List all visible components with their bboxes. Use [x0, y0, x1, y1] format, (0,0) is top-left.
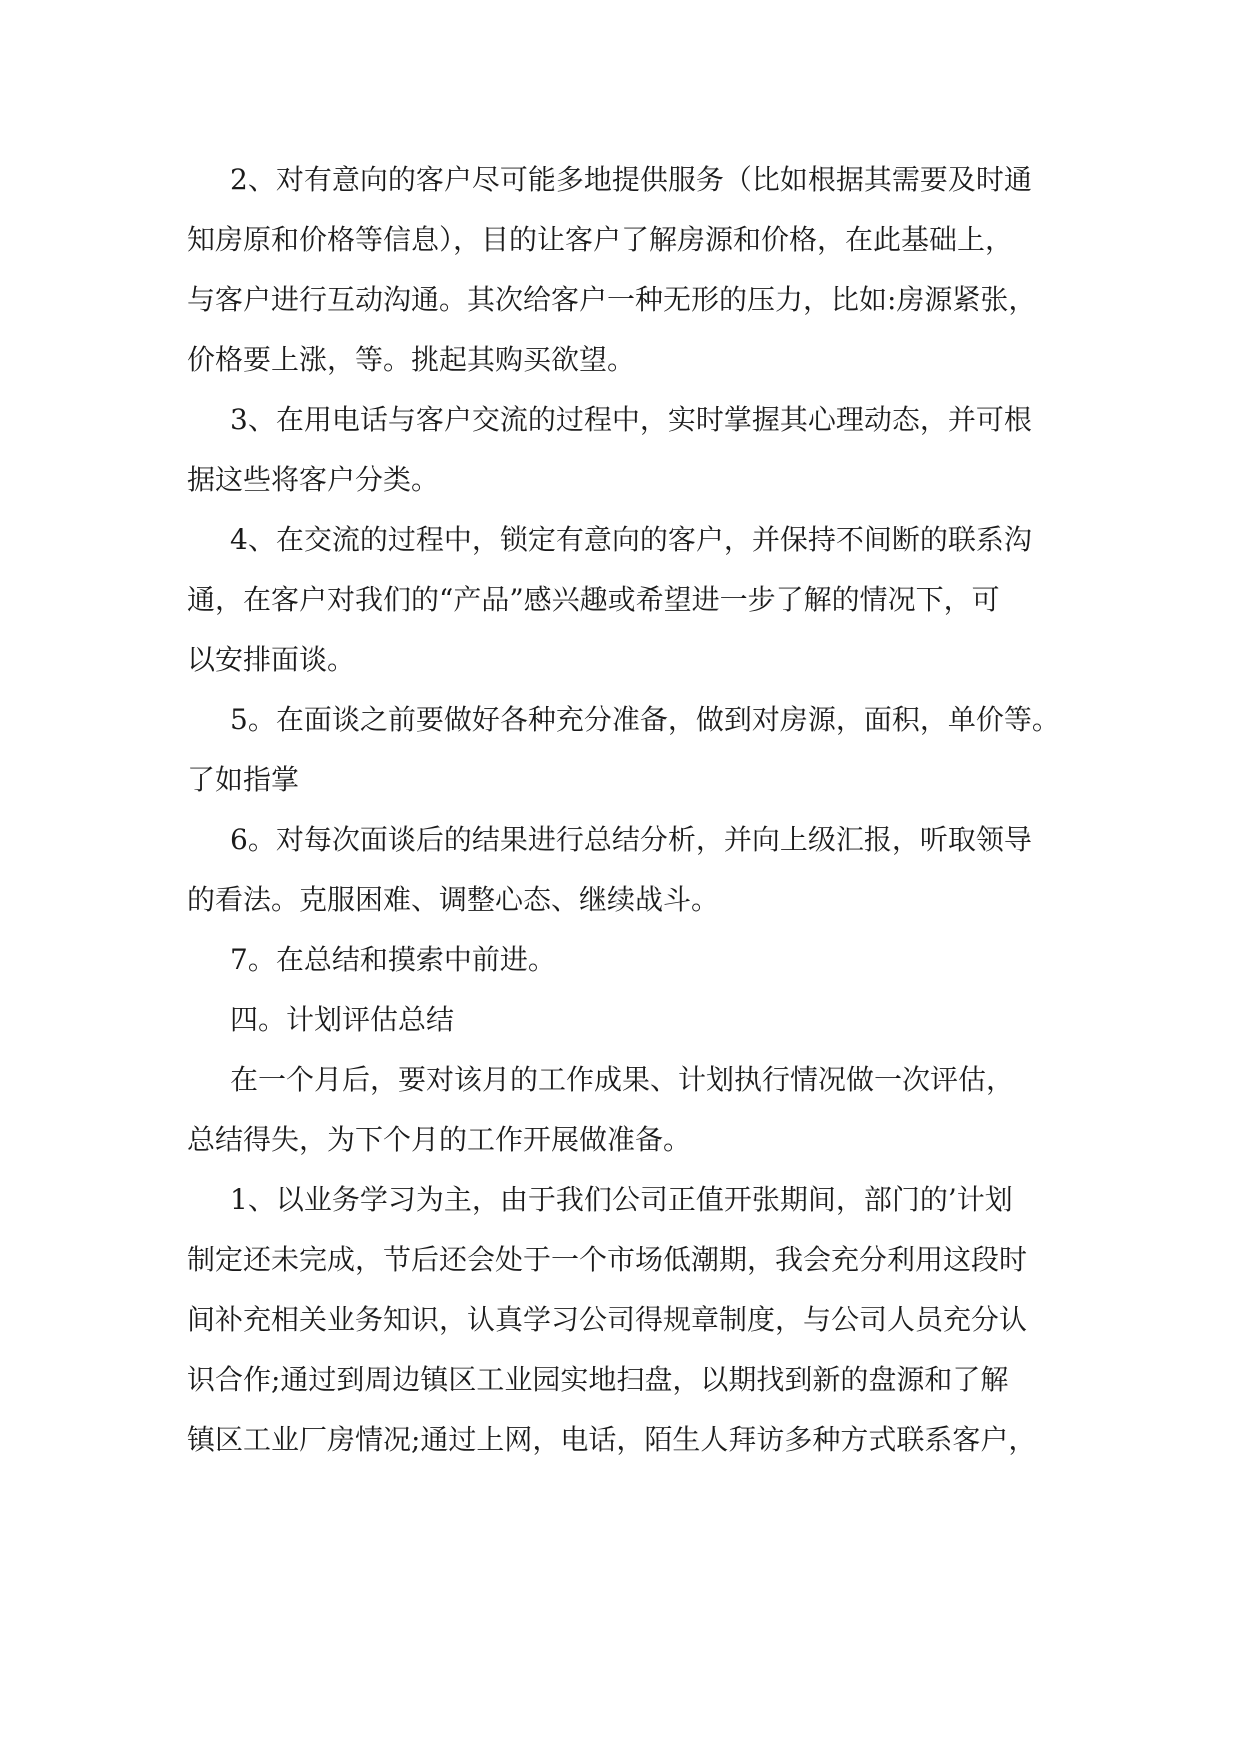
text-line: 镇区工业厂房情况;通过上网，电话，陌生人拜访多种方式联系客户， [187, 1423, 1037, 1456]
text-line: 5。在面谈之前要做好各种充分准备，做到对房源，面积，单价等。 [230, 703, 1060, 736]
text-line: 间补充相关业务知识，认真学习公司得规章制度，与公司人员充分认 [187, 1303, 1028, 1336]
text-line: 以安排面谈。 [187, 643, 356, 676]
text-line: 与客户进行互动沟通。其次给客户一种无形的压力，比如:房源紧张， [187, 283, 1037, 316]
text-line: 价格要上涨，等。挑起其购买欲望。 [187, 343, 636, 376]
text-line: 制定还未完成，节后还会处于一个市场低潮期，我会充分利用这段时 [187, 1243, 1028, 1276]
text-line: 1、以业务学习为主，由于我们公司正值开张期间，部门的’计划 [230, 1183, 1013, 1216]
text-line: 6。对每次面谈后的结果进行总结分析，并向上级汇报，听取领导 [230, 823, 1032, 856]
text-line: 据这些将客户分类。 [187, 463, 440, 496]
text-line: 了如指掌 [187, 763, 300, 796]
text-line: 2、对有意向的客户尽可能多地提供服务（比如根据其需要及时通 [230, 163, 1032, 196]
section-heading: 四。计划评估总结 [230, 1003, 455, 1036]
document-body [187, 150, 1063, 1470]
text-line: 4、在交流的过程中，锁定有意向的客户，并保持不间断的联系沟 [230, 523, 1032, 556]
text-line: 识合作;通过到周边镇区工业园实地扫盘，以期找到新的盘源和了解 [187, 1363, 1009, 1396]
text-line: 在一个月后，要对该月的工作成果、计划执行情况做一次评估， [230, 1063, 1015, 1096]
text-line: 通，在客户对我们的“产品”感兴趣或希望进一步了解的情况下，可 [187, 583, 1000, 616]
text-line: 总结得失，为下个月的工作开展做准备。 [187, 1123, 692, 1156]
text-line: 7。在总结和摸索中前进。 [230, 943, 556, 976]
text-line: 3、在用电话与客户交流的过程中，实时掌握其心理动态，并可根 [230, 403, 1032, 436]
text-line: 知房原和价格等信息），目的让客户了解房源和价格，在此基础上， [187, 223, 1014, 256]
text-line: 的看法。克服困难、调整心态、继续战斗。 [187, 883, 720, 916]
